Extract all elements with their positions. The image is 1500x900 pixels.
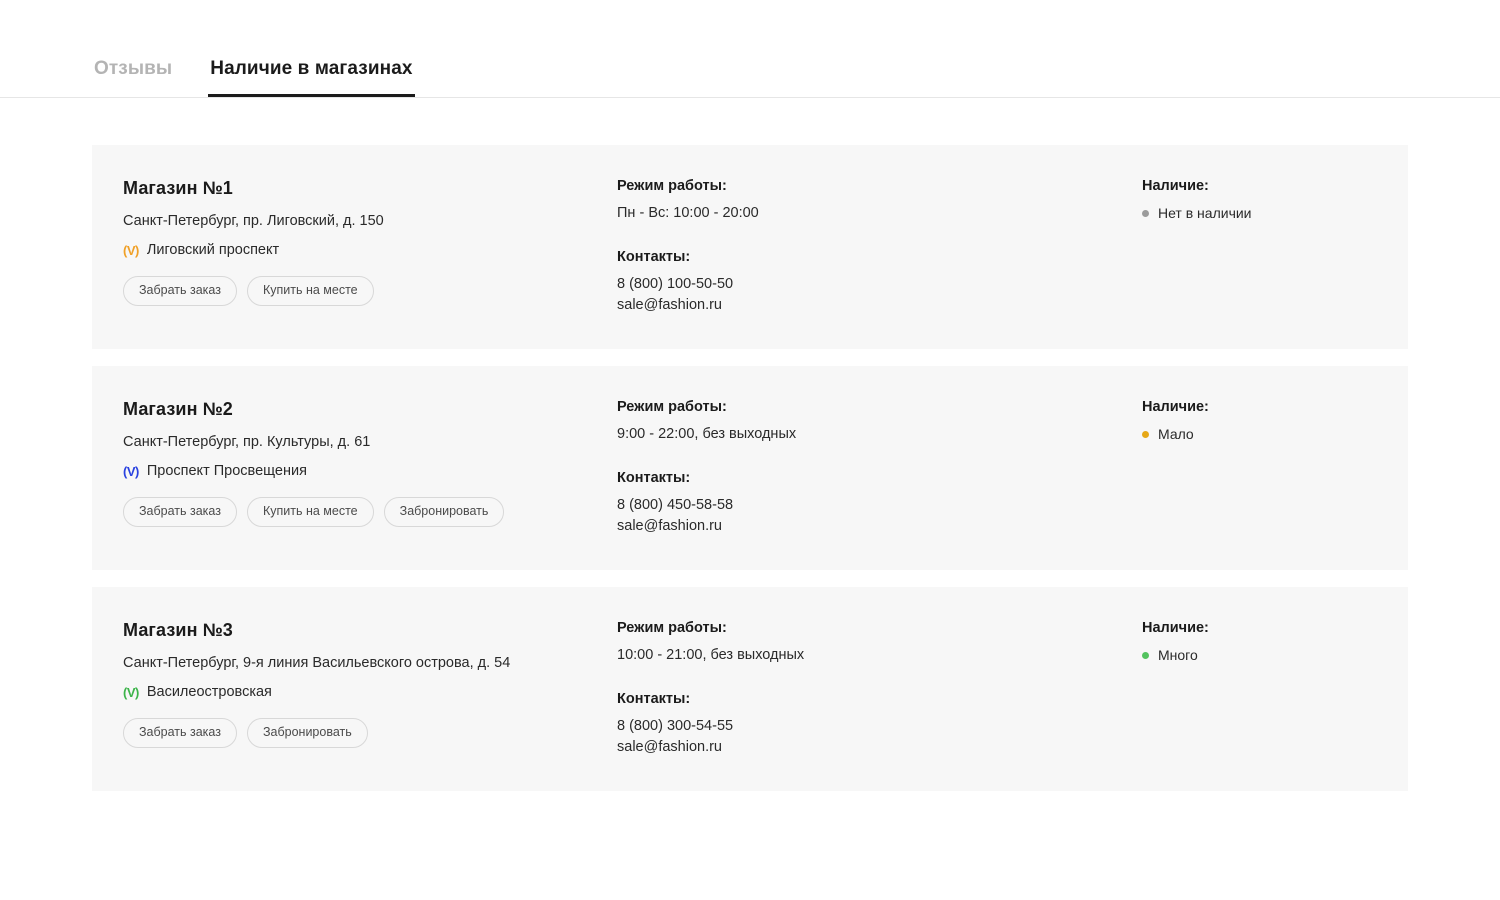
store-info-column (92, 620, 617, 748)
metro-station-label: Лиговский проспект (146, 242, 280, 258)
store-list (0, 98, 1500, 791)
email-value[interactable]: sale@fashion.ru (617, 297, 722, 313)
stock-status (1142, 647, 1408, 663)
tab-reviews[interactable]: Отзывы (92, 58, 174, 97)
reserve-button[interactable]: Забронировать (384, 497, 505, 527)
stock-status-text: Мало (1158, 426, 1194, 442)
store-actions (123, 497, 617, 527)
store-metro (123, 684, 617, 700)
hours-label: Режим работы: (617, 178, 727, 194)
hours-label: Режим работы: (617, 399, 727, 415)
email-value[interactable]: sale@fashion.ru (617, 518, 722, 534)
tab-store-availability[interactable]: Наличие в магазинах (208, 58, 414, 97)
tab-bar (0, 0, 1500, 98)
stock-label: Наличие: (1142, 178, 1209, 194)
reserve-button[interactable]: Забронировать (247, 718, 368, 748)
stock-status-text: Много (1158, 647, 1198, 663)
metro-icon: (V) (123, 684, 139, 700)
metro-station-label: Василеостровская (146, 684, 272, 700)
contacts-label: Контакты: (617, 470, 691, 486)
store-address: Санкт-Петербург, пр. Лиговский, д. 150 (123, 213, 384, 229)
hours-value: 9:00 - 22:00, без выходных (617, 426, 797, 442)
store-stock-column (1142, 399, 1408, 442)
pickup-order-button[interactable]: Забрать заказ (123, 276, 237, 306)
hours-label: Режим работы: (617, 620, 727, 636)
store-actions (123, 276, 617, 306)
store-address: Санкт-Петербург, пр. Культуры, д. 61 (123, 434, 371, 450)
store-stock-column (1142, 620, 1408, 663)
contacts-label: Контакты: (617, 691, 691, 707)
status-dot (1142, 431, 1149, 438)
stock-status (1142, 205, 1408, 221)
buy-in-store-button[interactable]: Купить на месте (247, 276, 374, 306)
pickup-order-button[interactable]: Забрать заказ (123, 718, 237, 748)
pickup-order-button[interactable]: Забрать заказ (123, 497, 237, 527)
store-info-column (92, 399, 617, 527)
hours-value: Пн - Вс: 10:00 - 20:00 (617, 205, 759, 221)
stock-label: Наличие: (1142, 399, 1209, 415)
store-metro (123, 242, 617, 258)
store-name: Магазин №3 (123, 620, 233, 640)
store-hours-contacts-column (617, 399, 1142, 539)
phone-value[interactable]: 8 (800) 100-50-50 (617, 276, 734, 292)
hours-value: 10:00 - 21:00, без выходных (617, 647, 805, 663)
store-metro (123, 463, 617, 479)
contacts-label: Контакты: (617, 249, 691, 265)
metro-icon: (V) (123, 242, 139, 258)
store-card (92, 145, 1408, 349)
store-name: Магазин №2 (123, 399, 233, 419)
email-value[interactable]: sale@fashion.ru (617, 739, 722, 755)
store-actions (123, 718, 617, 748)
phone-value[interactable]: 8 (800) 300-54-55 (617, 718, 734, 734)
stock-status (1142, 426, 1408, 442)
metro-station-label: Проспект Просвещения (146, 463, 307, 479)
metro-icon: (V) (123, 463, 139, 479)
status-dot (1142, 210, 1149, 217)
phone-value[interactable]: 8 (800) 450-58-58 (617, 497, 734, 513)
store-address: Санкт-Петербург, 9-я линия Васильевского острова, д. 54 (123, 655, 511, 671)
buy-in-store-button[interactable]: Купить на месте (247, 497, 374, 527)
store-name: Магазин №1 (123, 178, 233, 198)
stock-label: Наличие: (1142, 620, 1209, 636)
store-hours-contacts-column (617, 178, 1142, 318)
store-stock-column (1142, 178, 1408, 221)
status-dot (1142, 652, 1149, 659)
store-card (92, 366, 1408, 570)
store-info-column (92, 178, 617, 306)
store-card (92, 587, 1408, 791)
store-hours-contacts-column (617, 620, 1142, 760)
stock-status-text: Нет в наличии (1158, 205, 1252, 221)
